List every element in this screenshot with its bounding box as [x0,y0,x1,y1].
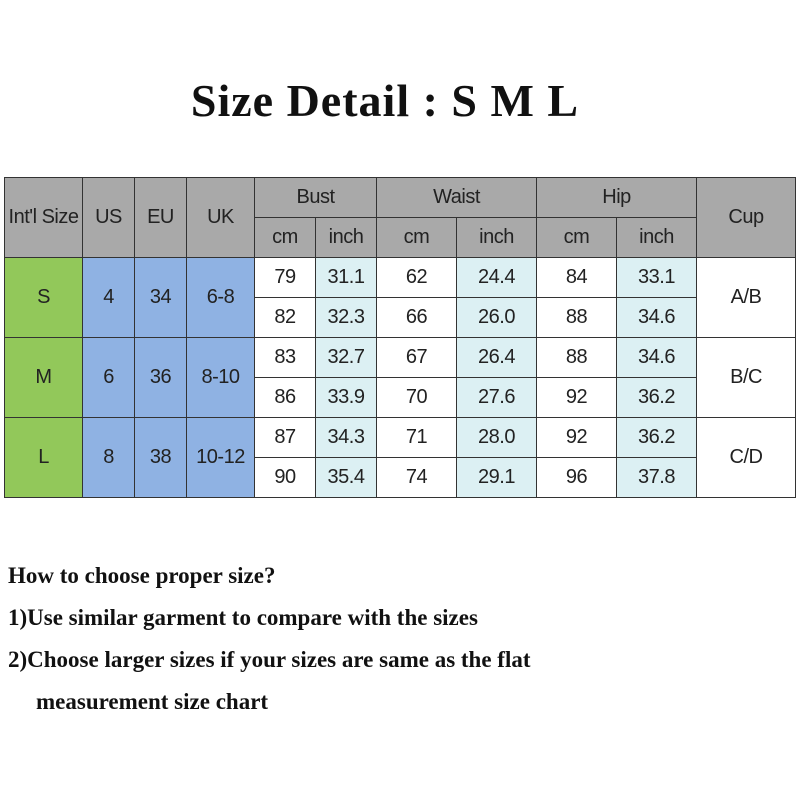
page-title: Size Detail : S M L [190,75,580,126]
cup-cell: B/C [697,338,796,418]
hip-inch-cell: 34.6 [617,298,697,338]
intl-size-cell: S [5,258,83,338]
instructions-heading: How to choose proper size? [8,563,276,588]
waist-cm-cell: 74 [377,458,457,498]
uk-size-cell: 8-10 [187,338,255,418]
bust-inch-cell: 32.7 [316,338,377,378]
header-eu: EU [135,178,187,258]
bust-inch-cell: 33.9 [316,378,377,418]
hip-cm-cell: 84 [537,258,617,298]
table-row [5,258,796,298]
header-waist-cm: cm [377,218,457,258]
hip-cm-cell: 88 [537,298,617,338]
waist-cm-cell: 66 [377,298,457,338]
bust-cm-cell: 83 [255,338,316,378]
waist-inch-cell: 29.1 [457,458,537,498]
us-size-cell: 4 [83,258,135,338]
header-waist: Waist [377,178,537,218]
waist-inch-cell: 26.4 [457,338,537,378]
instruction-step-1: 1)Use similar garment to compare with the sizes [8,605,478,630]
intl-size-cell: L [5,418,83,498]
bust-cm-cell: 90 [255,458,316,498]
bust-inch-cell: 31.1 [316,258,377,298]
waist-inch-cell: 26.0 [457,298,537,338]
us-size-cell: 6 [83,338,135,418]
waist-cm-cell: 71 [377,418,457,458]
hip-inch-cell: 36.2 [617,378,697,418]
waist-cm-cell: 62 [377,258,457,298]
bust-inch-cell: 34.3 [316,418,377,458]
waist-inch-cell: 24.4 [457,258,537,298]
bust-cm-cell: 86 [255,378,316,418]
hip-cm-cell: 88 [537,338,617,378]
hip-cm-cell: 92 [537,418,617,458]
size-instructions [8,560,788,728]
instruction-step-2: 2)Choose larger sizes if your sizes are same as the flat [8,647,531,672]
table-row [5,418,796,458]
header-bust-inch: inch [316,218,377,258]
header-bust-cm: cm [255,218,316,258]
instruction-step-2-continued: measurement size chart [36,689,269,714]
header-cup: Cup [697,178,796,258]
header-intl-size: Int'l Size [5,178,83,258]
eu-size-cell: 38 [135,418,187,498]
header-us: US [83,178,135,258]
cup-cell: A/B [697,258,796,338]
waist-inch-cell: 28.0 [457,418,537,458]
hip-inch-cell: 33.1 [617,258,697,298]
waist-inch-cell: 27.6 [457,378,537,418]
hip-inch-cell: 34.6 [617,338,697,378]
header-waist-inch: inch [457,218,537,258]
header-hip-cm: cm [537,218,617,258]
hip-inch-cell: 37.8 [617,458,697,498]
uk-size-cell: 10-12 [187,418,255,498]
bust-cm-cell: 87 [255,418,316,458]
header-bust: Bust [255,178,377,218]
waist-cm-cell: 70 [377,378,457,418]
uk-size-cell: 6-8 [187,258,255,338]
cup-cell: C/D [697,418,796,498]
hip-cm-cell: 92 [537,378,617,418]
hip-cm-cell: 96 [537,458,617,498]
bust-inch-cell: 32.3 [316,298,377,338]
hip-inch-cell: 36.2 [617,418,697,458]
us-size-cell: 8 [83,418,135,498]
eu-size-cell: 36 [135,338,187,418]
table-row [5,338,796,378]
bust-cm-cell: 79 [255,258,316,298]
eu-size-cell: 34 [135,258,187,338]
intl-size-cell: M [5,338,83,418]
waist-cm-cell: 67 [377,338,457,378]
size-chart-table [4,177,796,498]
header-uk: UK [187,178,255,258]
bust-cm-cell: 82 [255,298,316,338]
header-hip: Hip [537,178,697,218]
bust-inch-cell: 35.4 [316,458,377,498]
header-hip-inch: inch [617,218,697,258]
